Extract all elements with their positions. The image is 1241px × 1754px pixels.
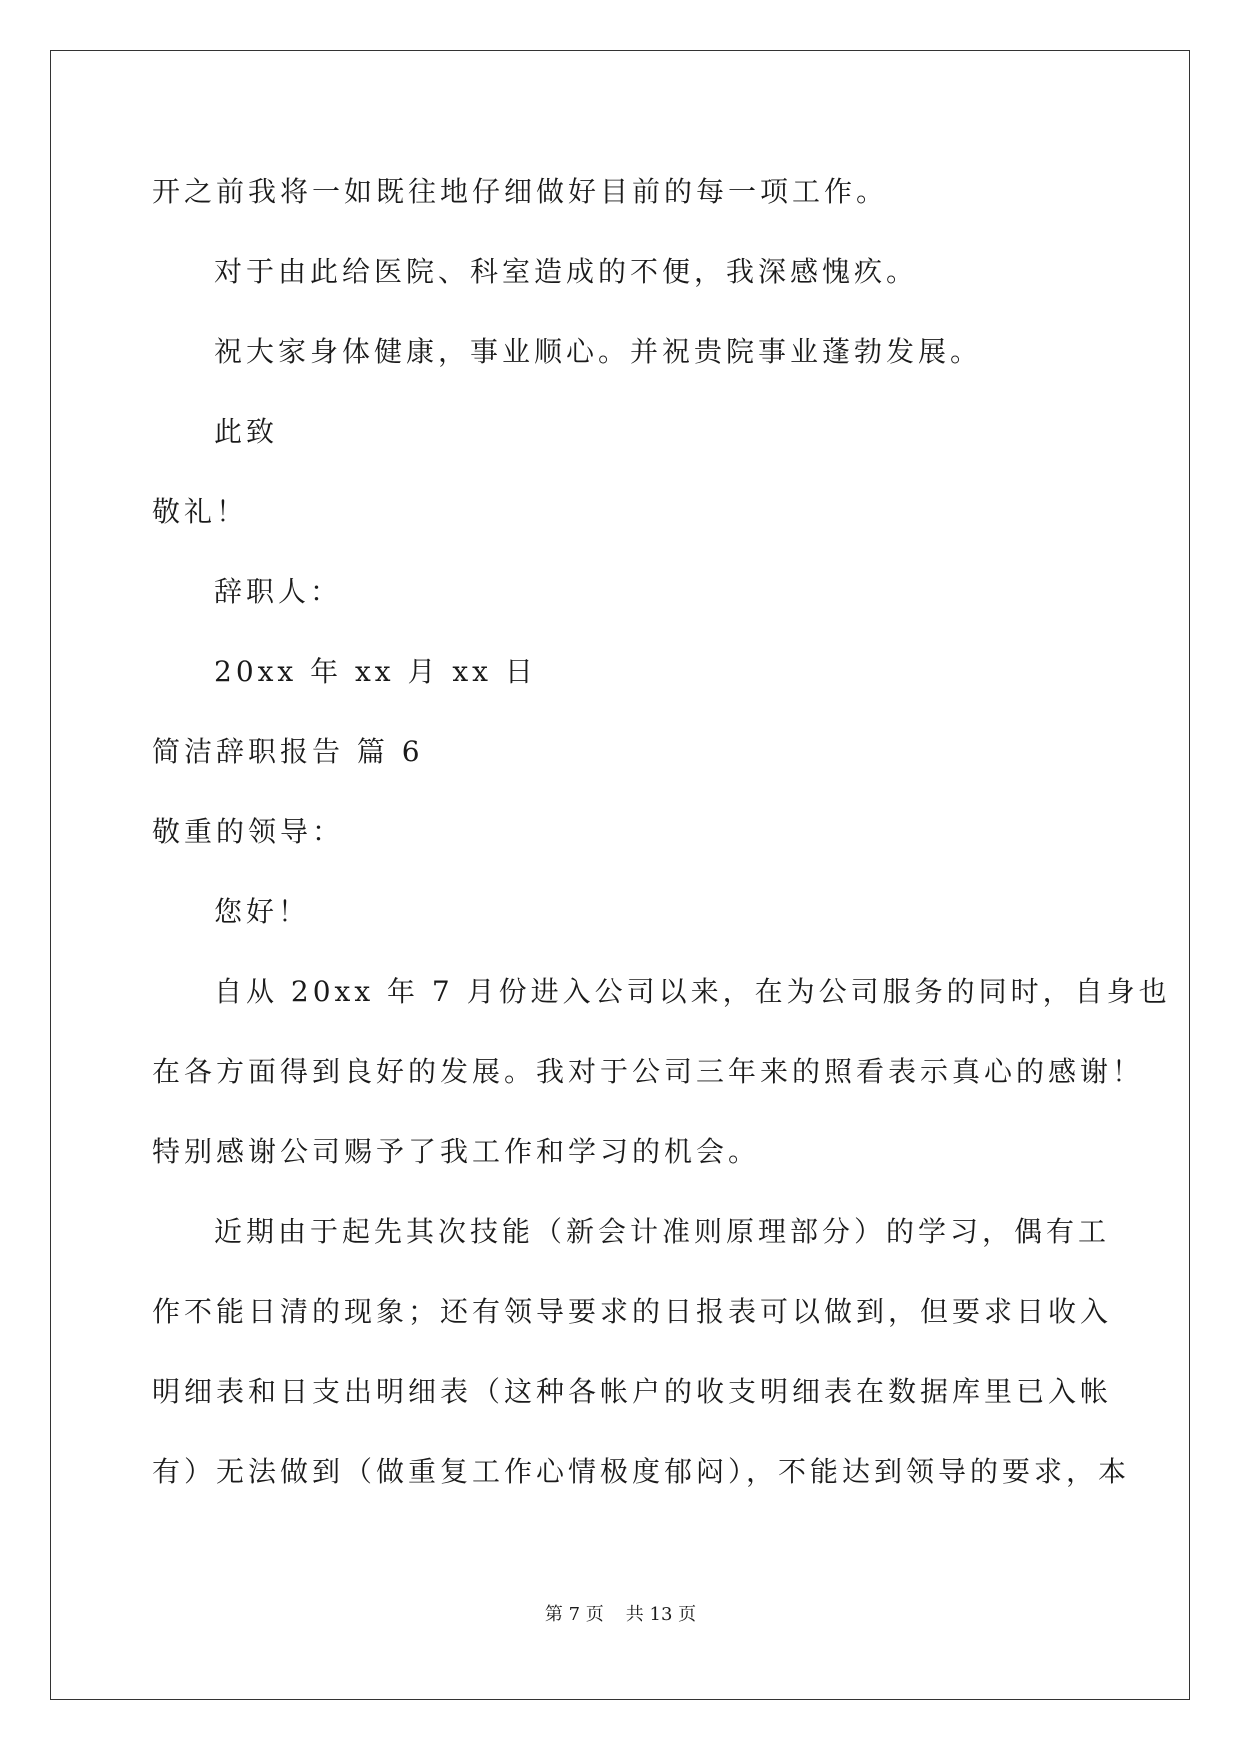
text-line-16: 明细表和日支出明细表（这种各帐户的收支明细表在数据库里已入帐 (152, 1375, 1113, 1408)
text-line-3: 祝大家身体健康，事业顺心。并祝贵院事业蓬勃发展。 (214, 335, 983, 368)
text-line-2: 对于由此给医院、科室造成的不便，我深感愧疚。 (214, 255, 919, 288)
page-footer (0, 1603, 1241, 1627)
text-line-14: 近期由于起先其次技能（新会计准则原理部分）的学习，偶有工 (214, 1215, 1111, 1248)
closing-regards: 敬礼！ (152, 495, 249, 528)
text-line-1: 开之前我将一如既往地仔细做好目前的每一项工作。 (152, 175, 889, 208)
total-pages: 共 13 页 (625, 1604, 697, 1625)
page-number: 第 7 页 (544, 1604, 604, 1625)
text-line-13: 特别感谢公司赐予了我工作和学习的机会。 (152, 1135, 761, 1168)
signature-label: 辞职人： (214, 575, 343, 608)
greeting: 您好！ (214, 895, 311, 928)
closing-salutation: 此致 (214, 415, 279, 448)
text-line-17: 有）无法做到（做重复工作心情极度郁闷），不能达到领导的要求，本 (152, 1455, 1131, 1488)
greeting-recipient: 敬重的领导： (152, 815, 345, 848)
text-line-15: 作不能日清的现象；还有领导要求的日报表可以做到，但要求日收入 (152, 1295, 1113, 1328)
text-line-12: 在各方面得到良好的发展。我对于公司三年来的照看表示真心的感谢！ (152, 1055, 1145, 1088)
date-line: 20xx 年 xx 月 xx 日 (214, 655, 537, 688)
text-line-11: 自从 20xx 年 7 月份进入公司以来，在为公司服务的同时，自身也 (214, 975, 1171, 1008)
section-heading: 简洁辞职报告 篇 6 (152, 735, 424, 768)
